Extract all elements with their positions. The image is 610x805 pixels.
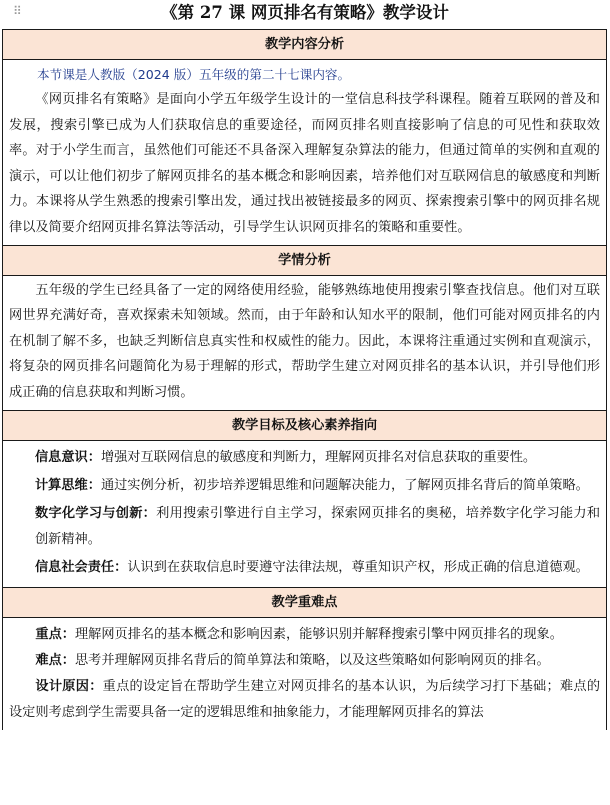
keypoint-item xyxy=(9,648,600,674)
objective-item xyxy=(9,473,600,499)
key-difficult-points-header: 教学重难点 xyxy=(3,587,606,617)
keypoint-item xyxy=(9,622,600,648)
objective-item xyxy=(9,501,600,553)
student-analysis-header: 学情分析 xyxy=(3,245,606,275)
content-analysis-intro: 本节课是人教版（2024 版）五年级的第二十七课内容。 xyxy=(37,67,351,82)
keypoint-text: 思考并理解网页排名背后的简单算法和策略，以及这些策略如何影响网页的排名。 xyxy=(74,652,550,668)
objective-text: 认识到在获取信息时要遵守法律法规，尊重知识产权，形成正确的信息道德观。 xyxy=(127,559,589,575)
keypoint-text: 重点的设定旨在帮助学生建立对网页排名的基本认识，为后续学习打下基础；难点的设定则考虑到学生需要具备一定的逻辑思维和抽象能力，才能理解网页排名的算法 xyxy=(9,678,601,720)
objectives-header: 教学目标及核心素养指向 xyxy=(3,410,606,440)
content-analysis-body xyxy=(3,59,606,245)
student-analysis-body xyxy=(3,275,606,410)
objective-item xyxy=(9,445,600,471)
drag-handle-icon[interactable]: ⠿ xyxy=(13,4,21,18)
objective-label: 数字化学习与创新： xyxy=(35,505,157,521)
objective-text: 增强对互联网信息的敏感度和判断力，理解网页排名对信息获取的重要性。 xyxy=(100,449,537,465)
lesson-plan-table xyxy=(2,29,607,730)
keypoint-label: 重点： xyxy=(35,626,75,642)
keypoint-text: 理解网页排名的基本概念和影响因素，能够识别并解释搜索引擎中网页排名的现象。 xyxy=(74,626,563,642)
objective-label: 计算思维： xyxy=(35,477,101,493)
objective-label: 信息社会责任： xyxy=(35,559,128,575)
content-analysis-paragraph: 《网页排名有策略》是面向小学五年级学生设计的一堂信息科技学科课程。随着互联网的普及和发展，搜索引擎已成为人们获取信息的重要途径，而网页排名则直接影响了信息的可见性和获取效率。对于小学生而言，虽然他们可能还不具备深入理解复杂算法的能力，但通过简单的实例和直观的演示，可以让他们初步了解网页排名的基本概念和影响因素，培养他们对互联网信息的敏感度和判断力。本课将从学生熟悉的搜索引擎出发，通过找出被链接最多的网页、探索搜索引擎中的网页排名规律以及简要介绍网页排名算法等活动，引导学生认识网页排名的策略和重要性。 xyxy=(9,92,600,235)
keypoint-label: 设计原因： xyxy=(35,678,103,694)
objective-text: 通过实例分析，初步培养逻辑思维和问题解决能力，了解网页排名背后的简单策略。 xyxy=(100,477,589,493)
objective-label: 信息意识： xyxy=(35,449,101,465)
student-analysis-paragraph: 五年级的学生已经具备了一定的网络使用经验，能够熟练地使用搜索引擎查找信息。他们对互联网世界充满好奇，喜欢探索未知领域。然而，由于年龄和认知水平的限制，他们可能对网页排名的内在机制了解不多，也缺乏判断信息真实性和权威性的能力。因此，本课将注重通过实例和直观演示，将复杂的网页排名问题简化为易于理解的形式，帮助学生建立对网页排名的基本认识，并引导他们形成正确的信息获取和判断习惯。 xyxy=(9,282,600,400)
key-difficult-points-body xyxy=(3,617,606,730)
objective-item xyxy=(9,555,600,581)
content-analysis-header: 教学内容分析 xyxy=(3,30,606,59)
keypoint-label: 难点： xyxy=(35,652,75,668)
objectives-body xyxy=(3,440,606,587)
document-title: 《第 27 课 网页排名有策略》教学设计 xyxy=(161,3,449,22)
objective-text: 利用搜索引擎进行自主学习，探索网页排名的奥秘，培养数字化学习能力和创新精神。 xyxy=(35,505,601,547)
keypoint-item xyxy=(9,674,600,726)
